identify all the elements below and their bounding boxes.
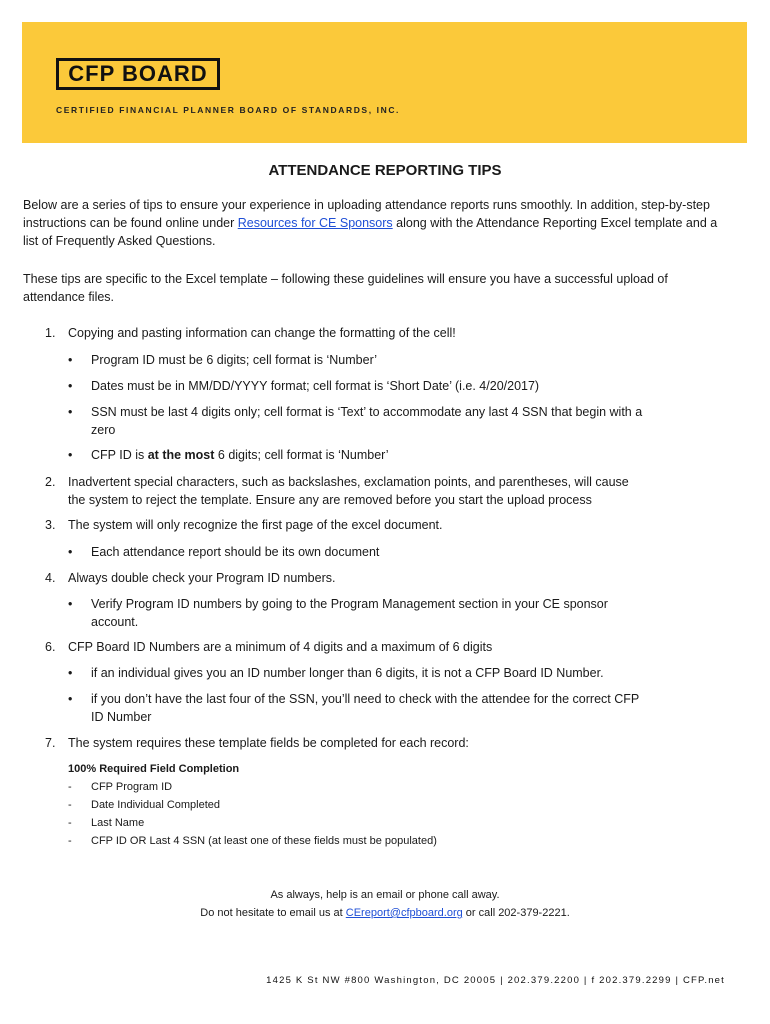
bullet-text-post: 6 digits; cell format is ‘Number’	[214, 448, 389, 462]
item-text: Always double check your Program ID numbers.	[68, 571, 336, 585]
bullet-text-bold: at the most	[147, 448, 215, 462]
bullet-text	[91, 446, 701, 464]
logo-subtitle: CERTIFIED FINANCIAL PLANNER BOARD OF STANDARDS, INC.	[56, 105, 401, 115]
closing-text-pre: Do not hesitate to email us at	[200, 907, 346, 919]
closing-text-post: or call 202-379-2221.	[462, 907, 570, 919]
item-text: Copying and pasting information can change the formatting of the cell!	[68, 326, 456, 340]
page-title: ATTENDANCE REPORTING TIPS	[268, 162, 502, 179]
closing-line-1: As always, help is an email or phone call away.	[270, 889, 500, 901]
bullet-text: if an individual gives you an ID number longer than 6 digits, it is not a CFP Board ID Number.	[91, 666, 604, 680]
item-number: 3.	[45, 518, 56, 532]
bullet-text: Dates must be in MM/DD/YYYY format; cell format is ‘Short Date’ (i.e. 4/20/2017)	[91, 379, 540, 393]
dash-icon: -	[68, 781, 72, 793]
bullet-icon: •	[68, 379, 73, 393]
required-field: CFP ID OR Last 4 SSN (at least one of these fields must be populated)	[91, 835, 437, 847]
bullet-icon: •	[68, 353, 73, 367]
footer-address: 1425 K St NW #800 Washington, DC 20005 | 202.379.2200 | f 202.379.2299 | CFP.net	[266, 975, 725, 986]
bullet-icon: •	[68, 666, 73, 680]
item-number: 6.	[45, 640, 56, 654]
item-number: 1.	[45, 326, 56, 340]
email-link[interactable]: CEreport@cfpboard.org	[345, 907, 463, 919]
bullet-icon: •	[68, 405, 73, 419]
item-text: The system will only recognize the first page of the excel document.	[68, 518, 443, 532]
bullet-text: SSN must be last 4 digits only; cell format is ‘Text’ to accommodate any last 4 SSN that begin with a zero	[91, 405, 643, 437]
item-text: CFP Board ID Numbers are a minimum of 4 digits and a maximum of 6 digits	[68, 640, 493, 654]
bullet-icon: •	[68, 448, 73, 462]
cfp-board-logo: CFP BOARD	[56, 58, 220, 90]
item-number: 4.	[45, 571, 56, 585]
intro-text-2: along with the Attendance Reporting Excel template and a list of Frequently Asked Questions.	[23, 216, 718, 248]
item-text: The system requires these template fields be completed for each record:	[68, 736, 469, 750]
header-banner	[22, 22, 747, 143]
bullet-text: Verify Program ID numbers by going to the Program Management section in your CE sponsor account.	[91, 597, 608, 629]
bullet-text: if you don’t have the last four of the SSN, you’ll need to check with the attendee for the correct CFP ID Number	[91, 692, 639, 724]
required-field: Last Name	[91, 817, 145, 829]
required-field: Date Individual Completed	[91, 799, 221, 811]
bullet-icon: •	[68, 545, 73, 559]
intro-text-1: Below are a series of tips to ensure your experience in uploading attendance reports runs smoothly. In addition, step-by-step instructions can be found online under	[23, 198, 710, 230]
required-heading: 100% Required Field Completion	[68, 763, 240, 775]
item-number: 2.	[45, 475, 56, 489]
dash-icon: -	[68, 835, 72, 847]
bullet-icon: •	[68, 597, 73, 611]
dash-icon: -	[68, 799, 72, 811]
required-field: CFP Program ID	[91, 781, 173, 793]
bullet-text: Program ID must be 6 digits; cell format is ‘Number’	[91, 353, 377, 367]
closing-line-2	[0, 907, 770, 919]
intro-paragraph-2: These tips are specific to the Excel template – following these guidelines will ensure you have a successful upload of attendance files.	[23, 272, 668, 304]
item-number: 7.	[45, 736, 56, 750]
bullet-text-pre: CFP ID is	[91, 448, 148, 462]
bullet-text: Each attendance report should be its own document	[91, 545, 380, 559]
bullet-icon: •	[68, 692, 73, 706]
intro-paragraph	[23, 196, 728, 250]
dash-icon: -	[68, 817, 72, 829]
item-text: Inadvertent special characters, such as backslashes, exclamation points, and parentheses, will cause the system to reject the template. Ensure any are removed before you start the upload process	[68, 475, 629, 507]
resources-link[interactable]: Resources for CE Sponsors	[237, 216, 393, 230]
